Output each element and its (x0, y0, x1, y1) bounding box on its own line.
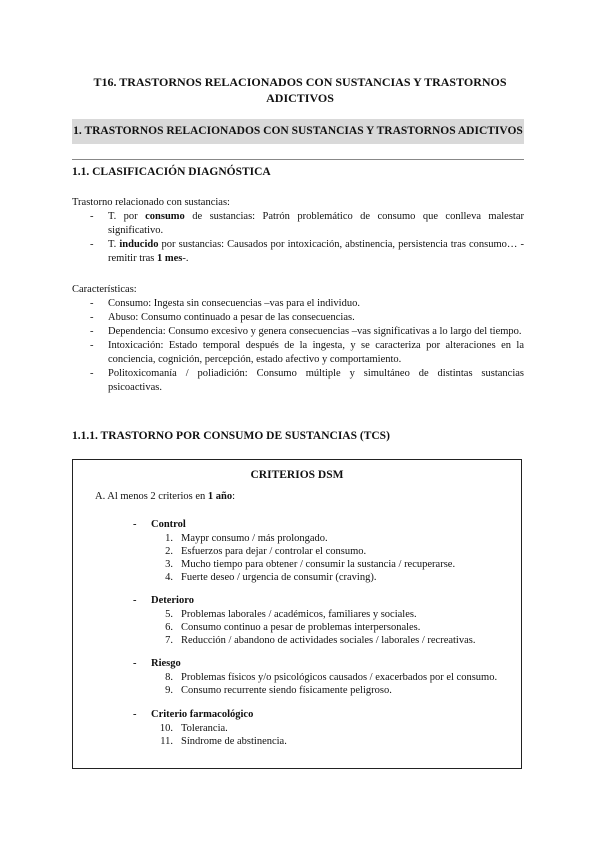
criterion-item: 3. Mucho tiempo para obtener / consumir la sustancia / recuperarse. (165, 559, 456, 570)
criterion-item: 7. Reducción / abandono de actividades sociales / laborales / recreativas. (165, 635, 476, 646)
criteria-group-riesgo (133, 657, 497, 697)
characteristics-list (72, 297, 524, 395)
dsm-criteria-box (72, 459, 522, 769)
criterion-item: 9. Consumo recurrente siendo físicamente peligroso. (165, 685, 392, 696)
dsm-criteria-title: CRITERIOS DSM (250, 469, 344, 481)
subsection-1-1-heading: 1.1. CLASIFICACIÓN DIAGNÓSTICA (72, 166, 271, 178)
dash-bullet: - (133, 595, 137, 606)
dash-bullet: - (133, 519, 137, 530)
dash-bullet: - (133, 709, 137, 720)
intro-text: Trastorno relacionado con sustancias: (72, 197, 230, 208)
criterion-item: 4. Fuerte deseo / urgencia de consumir (craving). (165, 572, 377, 583)
criterion-item: 2. Esfuerzos para dejar / controlar el consumo. (165, 546, 367, 557)
list-item: - T. por consumo de sustancias: Patrón problemático de consumo que conlleva malestar significativo. (90, 211, 524, 236)
characteristics-label: Características: (72, 284, 137, 295)
criterion-item: 11. Síndrome de abstinencia. (160, 736, 287, 747)
criteria-group-control (133, 518, 455, 584)
characteristics-block (72, 283, 524, 395)
group-title: Criterio farmacológico (151, 709, 254, 720)
list-item: - T. inducido por sustancias: Causados por intoxicación, abstinencia, persistencia tras consumo… -remitir tras 1 mes-. (90, 239, 524, 264)
group-title: Control (151, 519, 186, 530)
horizontal-rule (72, 159, 524, 160)
section-1-heading: 1. TRASTORNOS RELACIONADOS CON SUSTANCIAS Y TRASTORNOS ADICTIVOS (72, 119, 524, 144)
list-item: - Consumo: Ingesta sin consecuencias –vas para el individuo. (90, 298, 360, 309)
dash-bullet: - (133, 658, 137, 669)
group-title: Riesgo (151, 658, 181, 669)
list-item: - Politoxicomanía / poliadición: Consumo múltiple y simultáneo de distintas sustancias psicoactivas. (90, 368, 524, 393)
criterion-a: A. Al menos 2 criterios en 1 año: (95, 491, 235, 502)
disorder-types-list (72, 210, 524, 266)
intro-block (72, 196, 524, 266)
criterion-item: 6. Consumo continuo a pesar de problemas interpersonales. (165, 622, 421, 633)
criterion-item: 8. Problemas físicos y/o psicológicos causados / exacerbados por el consumo. (165, 672, 498, 683)
list-item: - Abuso: Consumo continuado a pesar de las consecuencias. (90, 312, 355, 323)
dash-bullet: - (90, 239, 94, 250)
group-title: Deterioro (151, 595, 194, 606)
criteria-group-farmacologico (133, 708, 287, 748)
list-item: - Intoxicación: Estado temporal después de la ingesta, y se caracteriza por alteraciones en la conciencia, cognición, percepción, estado afectivo y comportamiento. (90, 340, 524, 365)
dash-bullet: - (90, 211, 94, 222)
list-item: - Dependencia: Consumo excesivo y genera consecuencias –vas significativas a lo largo del tiempo. (90, 326, 522, 337)
criterion-item: 5. Problemas laborales / académicos, familiares y sociales. (165, 609, 417, 620)
criterion-item: 1. Maypr consumo / más prolongado. (165, 533, 328, 544)
document-title: T16. TRASTORNOS RELACIONADOS CON SUSTANCIAS Y TRASTORNOS ADICTIVOS (93, 75, 507, 105)
subsection-1-1-1-heading: 1.1.1. TRASTORNO POR CONSUMO DE SUSTANCIAS (TCS) (72, 430, 390, 442)
criterion-item: 10. Tolerancia. (159, 723, 228, 734)
criteria-group-deterioro (133, 594, 475, 647)
